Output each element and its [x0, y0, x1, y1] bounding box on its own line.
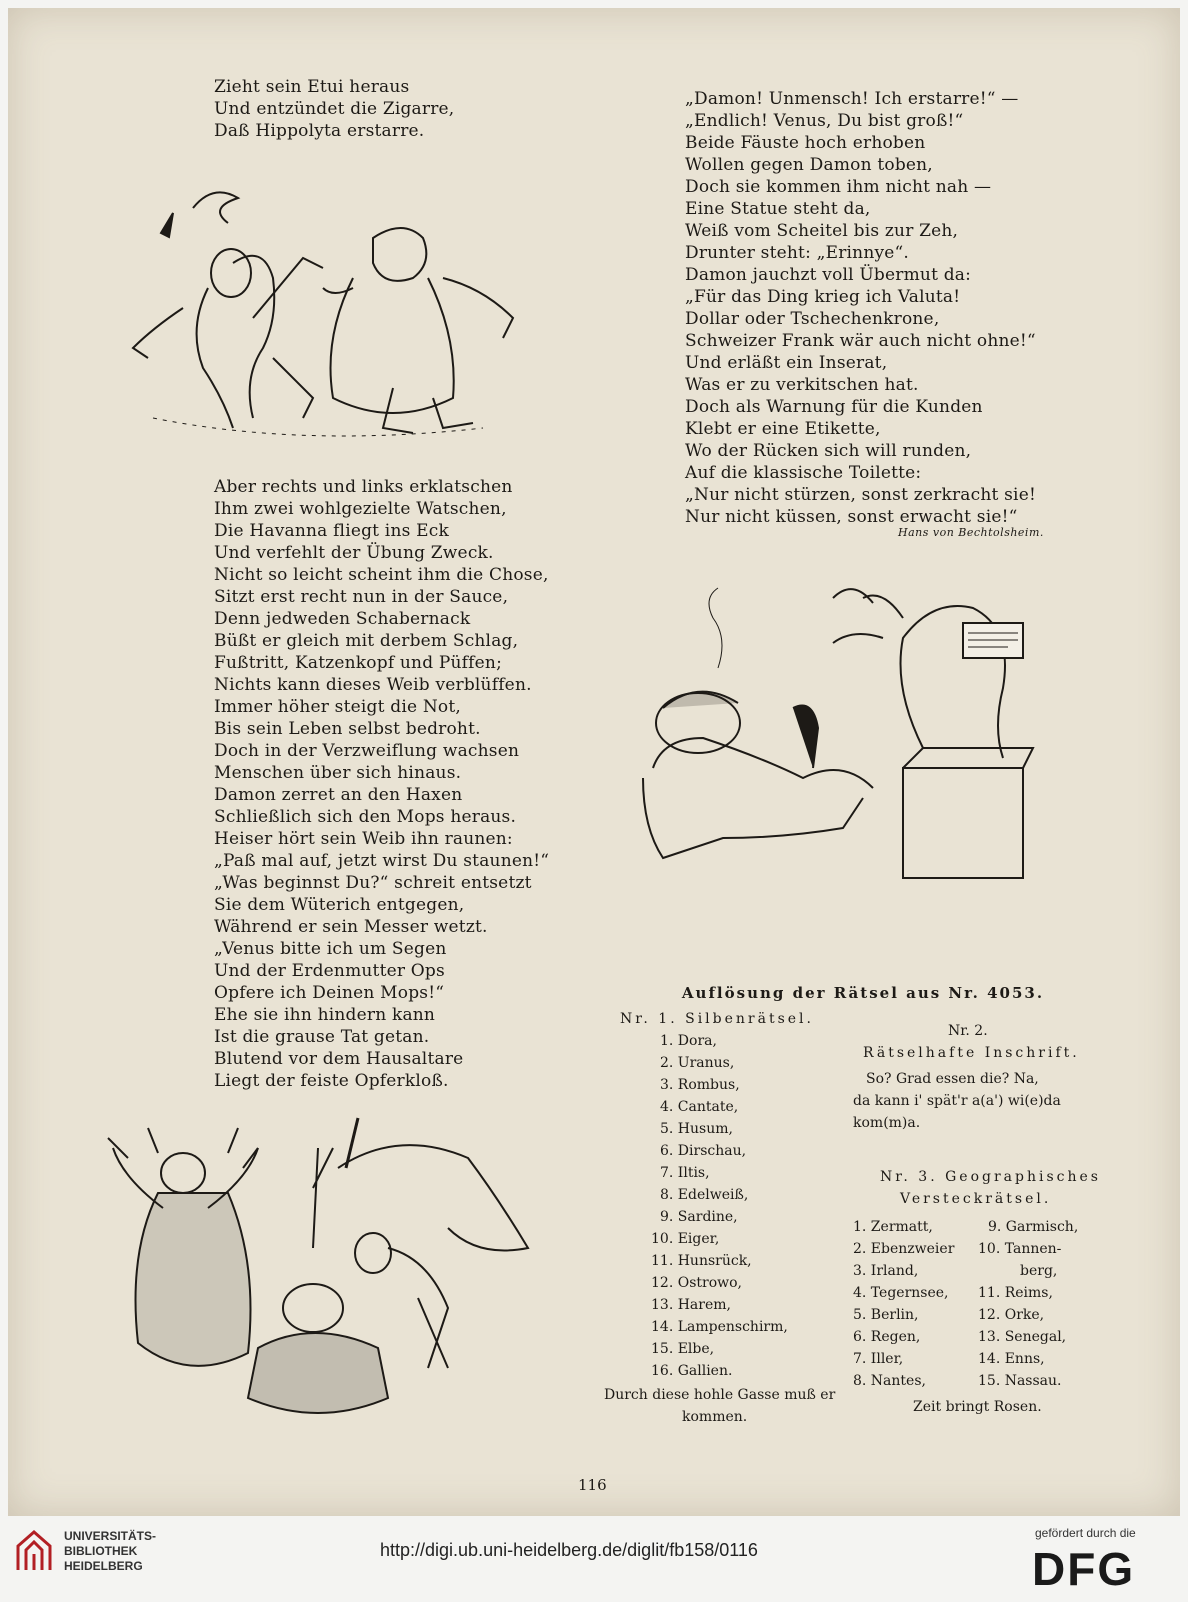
- poem-line: Was er zu verkitschen hat.: [685, 375, 919, 395]
- scanned-page: [8, 8, 1180, 1516]
- nr2-text: da kann i' spät'r a(a') wi(e)da: [853, 1093, 1061, 1109]
- poem-line: Nicht so leicht scheint ihm die Chose,: [214, 565, 549, 585]
- poem-line: Heiser hört sein Weib ihn raunen:: [214, 829, 513, 849]
- poem-line: Zieht sein Etui heraus: [214, 77, 410, 97]
- list-item: 7. Iller,: [853, 1351, 904, 1367]
- list-item: 2. Ebenzweier: [853, 1241, 955, 1257]
- list-item: 11. Hunsrück,: [651, 1253, 752, 1269]
- list-item: 14. Lampenschirm,: [651, 1319, 788, 1335]
- list-item: 10. Eiger,: [651, 1231, 720, 1247]
- poem-line: „Nur nicht stürzen, sonst zerkracht sie!: [685, 485, 1036, 505]
- nr2-text: So? Grad essen die? Na,: [866, 1071, 1039, 1087]
- poem-line: Ist die grause Tat getan.: [214, 1027, 430, 1047]
- list-item: 12. Orke,: [978, 1307, 1045, 1323]
- poem-line: Weiß vom Scheitel bis zur Zeh,: [685, 221, 959, 241]
- poem-line: Fußtritt, Katzenkopf und Püffen;: [214, 653, 503, 673]
- nr3-answer: Zeit bringt Rosen.: [913, 1399, 1042, 1415]
- list-item: 1. Zermatt,: [853, 1219, 933, 1235]
- poem-line: Wollen gegen Damon toben,: [685, 155, 933, 175]
- poem-line: Wo der Rücken sich will runden,: [685, 441, 972, 461]
- list-item: 6. Regen,: [853, 1329, 921, 1345]
- list-item: 12. Ostrowo,: [651, 1275, 742, 1291]
- nr2-subtitle: Rätselhafte Inschrift.: [863, 1045, 1080, 1061]
- poem-line: Die Havanna fliegt ins Eck: [214, 521, 449, 541]
- list-item: 3. Irland,: [853, 1263, 919, 1279]
- poem-line: Nur nicht küssen, sonst erwacht sie!“: [685, 507, 1018, 527]
- university-logo-icon[interactable]: [14, 1528, 54, 1574]
- illustration-sacrifice: [88, 1098, 538, 1428]
- nr3-title: Nr. 3. Geographisches: [880, 1169, 1101, 1185]
- list-item: 2. Uranus,: [660, 1055, 735, 1071]
- illustration-couple-quarrel: [113, 168, 553, 458]
- poem-line: „Endlich! Venus, Du bist groß!“: [685, 111, 964, 131]
- poem-line: Während er sein Messer wetzt.: [214, 917, 488, 937]
- poem-line: Doch als Warnung für die Kunden: [685, 397, 983, 417]
- list-item: 13. Senegal,: [978, 1329, 1067, 1345]
- poem-line: „Für das Ding krieg ich Valuta!: [685, 287, 961, 307]
- poem-line: „Damon! Unmensch! Ich erstarre!“ —: [685, 89, 1019, 109]
- list-item: 1. Dora,: [660, 1033, 717, 1049]
- nr1-title: Nr. 1. Silbenrätsel.: [620, 1011, 814, 1027]
- dfg-logo[interactable]: DFG: [1032, 1543, 1136, 1595]
- list-item: 15. Nassau.: [978, 1373, 1062, 1389]
- poem-line: Doch in der Verzweiflung wachsen: [214, 741, 520, 761]
- poem-line: Klebt er eine Etikette,: [685, 419, 881, 439]
- poem-line: Sie dem Wüterich entgegen,: [214, 895, 465, 915]
- nr2-text: kom(m)a.: [853, 1115, 921, 1131]
- poem-line: Sitzt erst recht nun in der Sauce,: [214, 587, 509, 607]
- list-item: 8. Nantes,: [853, 1373, 926, 1389]
- list-item: 4. Cantate,: [660, 1099, 739, 1115]
- poem-line: Aber rechts und links erklatschen: [214, 477, 513, 497]
- list-item: 8. Edelweiß,: [660, 1187, 749, 1203]
- poem-line: Ehe sie ihn hindern kann: [214, 1005, 436, 1025]
- poem-line: Daß Hippolyta erstarre.: [214, 121, 425, 141]
- illustration-statue: [623, 578, 1053, 918]
- list-item: 7. Iltis,: [660, 1165, 710, 1181]
- poem-line: Liegt der feiste Opferkloß.: [214, 1071, 449, 1091]
- institution-name: [64, 1529, 156, 1574]
- poem-line: „Venus bitte ich um Segen: [214, 939, 447, 959]
- nr3-subtitle: Versteckrätsel.: [900, 1191, 1052, 1207]
- list-item: 5. Husum,: [660, 1121, 733, 1137]
- poem-line: Damon jauchzt voll Übermut da:: [685, 265, 972, 285]
- poem-line: Damon zerret an den Haxen: [214, 785, 463, 805]
- poem-line: Und verfehlt der Übung Zweck.: [214, 543, 494, 563]
- list-item: 16. Gallien.: [651, 1363, 733, 1379]
- poem-line: Und der Erdenmutter Ops: [214, 961, 445, 981]
- poem-line: Drunter steht: „Erinnye“.: [685, 243, 910, 263]
- sponsor-label: gefördert durch die: [1035, 1526, 1136, 1540]
- poem-line: Denn jedweden Schabernack: [214, 609, 471, 629]
- institution-line: HEIDELBERG: [64, 1559, 143, 1573]
- poem-line: Dollar oder Tschechenkrone,: [685, 309, 940, 329]
- list-item: 10. Tannen-: [978, 1241, 1062, 1257]
- page-number: 116: [578, 1476, 607, 1494]
- poem-line: Auf die klassische Toilette:: [685, 463, 922, 483]
- poem-line: „Paß mal auf, jetzt wirst Du staunen!“: [214, 851, 550, 871]
- poem-line: Immer höher steigt die Not,: [214, 697, 461, 717]
- list-item: 9. Sardine,: [660, 1209, 738, 1225]
- poem-line: Bis sein Leben selbst bedroht.: [214, 719, 481, 739]
- institution-line: UNIVERSITÄTS-: [64, 1529, 157, 1543]
- poem-line: Und entzündet die Zigarre,: [214, 99, 455, 119]
- list-item: 13. Harem,: [651, 1297, 731, 1313]
- nr1-answer: kommen.: [682, 1409, 748, 1425]
- footer-bar: [0, 1516, 1188, 1602]
- list-item: 4. Tegernsee,: [853, 1285, 949, 1301]
- poem-line: Blutend vor dem Hausaltare: [214, 1049, 464, 1069]
- permalink-url[interactable]: http://digi.ub.uni-heidelberg.de/diglit/fb158/0116: [380, 1540, 758, 1560]
- author-signature: Hans von Bechtolsheim.: [898, 526, 1044, 539]
- institution-line: BIBLIOTHEK: [64, 1544, 138, 1558]
- list-item: 15. Elbe,: [651, 1341, 715, 1357]
- poem-line: Ihm zwei wohlgezielte Watschen,: [214, 499, 507, 519]
- nr1-answer: Durch diese hohle Gasse muß er: [604, 1387, 836, 1403]
- poem-line: Doch sie kommen ihm nicht nah —: [685, 177, 992, 197]
- nr2-title: Nr. 2.: [948, 1023, 988, 1039]
- solutions-heading: Auflösung der Rätsel aus Nr. 4053.: [681, 984, 1045, 1002]
- list-item: berg,: [1020, 1263, 1058, 1279]
- list-item: 9. Garmisch,: [988, 1219, 1079, 1235]
- poem-line: Beide Fäuste hoch erhoben: [685, 133, 926, 153]
- poem-line: Büßt er gleich mit derbem Schlag,: [214, 631, 519, 651]
- poem-line: Schweizer Frank wär auch nicht ohne!“: [685, 331, 1036, 351]
- list-item: 14. Enns,: [978, 1351, 1045, 1367]
- poem-line: Eine Statue steht da,: [685, 199, 871, 219]
- list-item: 11. Reims,: [978, 1285, 1053, 1301]
- list-item: 6. Dirschau,: [660, 1143, 747, 1159]
- list-item: 5. Berlin,: [853, 1307, 919, 1323]
- poem-line: Und erläßt ein Inserat,: [685, 353, 888, 373]
- poem-line: Opfere ich Deinen Mops!“: [214, 983, 445, 1003]
- poem-line: Menschen über sich hinaus.: [214, 763, 462, 783]
- list-item: 3. Rombus,: [660, 1077, 740, 1093]
- poem-line: Schließlich sich den Mops heraus.: [214, 807, 517, 827]
- poem-line: Nichts kann dieses Weib verblüffen.: [214, 675, 532, 695]
- poem-line: „Was beginnst Du?“ schreit entsetzt: [214, 873, 532, 893]
